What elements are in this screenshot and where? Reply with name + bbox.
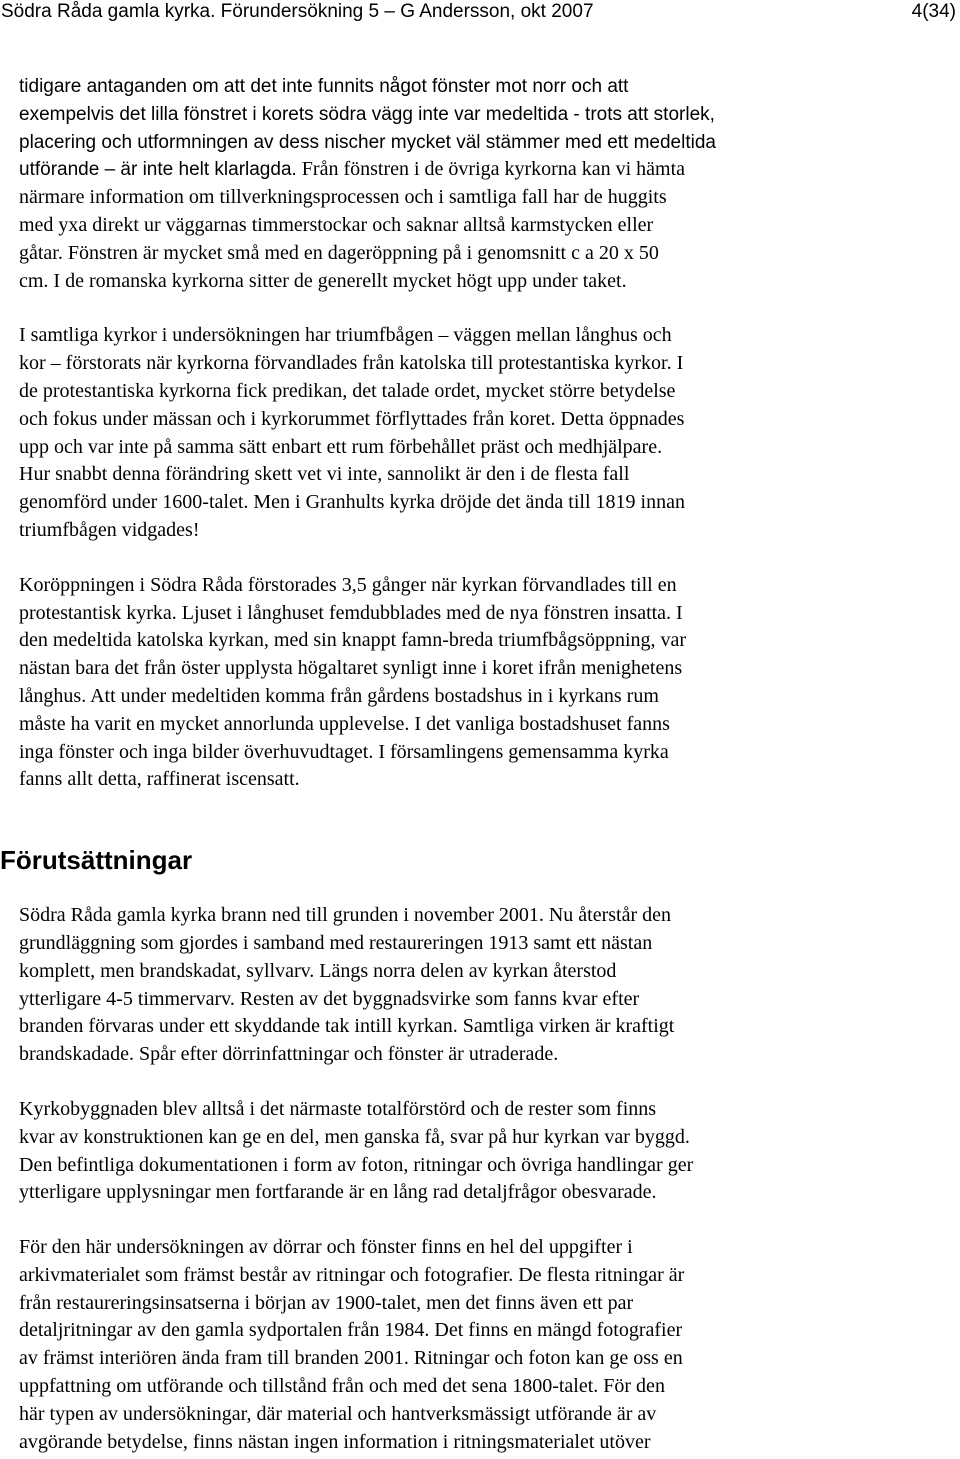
document-body [0, 73, 939, 1456]
text-line: fanns allt detta, raffinerat iscensatt. [19, 768, 300, 791]
text-line: gåtar. Fönstren är mycket små med en dageröppning på i genomsnitt c a 20 x 50 [19, 241, 659, 264]
text-line: den medeltida katolska kyrkan, med sin knappt famn-breda triumfbågsöppning, var [19, 629, 687, 652]
text-line: protestantisk kyrka. Ljuset i långhuset femdubblades med de nya fönstren insatta. I [19, 601, 683, 624]
text-line: och fokus under mässan och i kyrkorummet förflyttades från koret. Detta öppnades [19, 407, 685, 430]
section-heading: Förutsättningar [0, 845, 193, 876]
text-line: placering och utformningen av dess nischer mycket väl stämmer med ett medeltida [19, 131, 716, 153]
text-line: kor – förstorats när kyrkorna förvandlades från katolska till protestantiska kyrkor. I [19, 352, 684, 375]
text-line: I samtliga kyrkor i undersökningen har triumfbågen – väggen mellan långhus och [19, 324, 672, 347]
text-line: Södra Råda gamla kyrka brann ned till grunden i november 2001. Nu återstår den [19, 904, 672, 927]
text-line: detaljritningar av den gamla sydportalen från 1984. Det finns en mängd fotografier [19, 1319, 683, 1342]
text-line: Den befintliga dokumentationen i form av foton, ritningar och övriga handlingar ger [19, 1153, 694, 1176]
document-title: Södra Råda gamla kyrka. Förundersökning 5 – G Andersson, okt 2007 [1, 1, 594, 22]
text-line: ytterligare upplysningar men fortfarande är en lång rad detaljfrågor obesvarade. [19, 1181, 657, 1204]
text-line: långhus. Att under medeltiden komma från gårdens bostadshus in i kyrkans rum [19, 684, 659, 707]
section-paragraph-2 [19, 1096, 939, 1207]
text-fragment: Från fönstren i de övriga kyrkorna kan vi hämta [296, 158, 686, 181]
text-line: uppfattning om utförande och tillstånd från och med det sena 1800-talet. För den [19, 1375, 665, 1398]
paragraph-2 [19, 322, 939, 544]
text-line: För den här undersökningen av dörrar och fönster finns en hel del uppgifter i [19, 1236, 633, 1259]
text-line: exempelvis det lilla fönstret i korets södra vägg inte var medeltida - trots att storlek, [19, 103, 715, 125]
text-line-mixed [19, 156, 939, 184]
text-line: brandskadade. Spår efter dörrinfattningar och fönster är utraderade. [19, 1043, 559, 1066]
text-line: tidigare antaganden om att det inte funnits något fönster mot norr och att [19, 76, 629, 97]
section-paragraph-1 [19, 902, 939, 1069]
paragraph-1 [19, 73, 939, 295]
text-line: från restaureringsinsatserna i början av 1900-talet, men det finns även ett par [19, 1291, 634, 1314]
text-line: måste ha varit en mycket annorlunda upplevelse. I det vanliga bostadshuset fanns [19, 712, 670, 735]
text-line: kvar av konstruktionen kan ge en del, men ganska få, svar på hur kyrkan var byggd. [19, 1125, 690, 1148]
page-number: 4(34) [911, 1, 956, 22]
text-line: grundläggning som gjordes i samband med restaureringen 1913 samt ett nästan [19, 931, 653, 954]
text-line: Koröppningen i Södra Råda förstorades 3,5 gånger när kyrkan förvandlades till en [19, 573, 677, 596]
text-line: Kyrkobyggnaden blev alltså i det närmaste totalförstörd och de rester som finns [19, 1097, 657, 1120]
text-line: genomförd under 1600-talet. Men i Granhults kyrka dröjde det ända till 1819 innan [19, 491, 685, 514]
text-line: med yxa direkt ur väggarnas timmerstockar och saknar alltså karmstycken eller [19, 213, 654, 236]
text-line: här typen av undersökningar, där material och hantverksmässigt utförande är av [19, 1402, 657, 1425]
text-line: Hur snabbt denna förändring skett vet vi inte, sannolikt är den i de flesta fall [19, 463, 630, 486]
paragraph-3 [19, 572, 939, 794]
section-paragraph-3 [19, 1234, 939, 1456]
text-line: nästan bara det från öster upplysta högaltaret synligt inne i koret ifrån menighetens [19, 657, 683, 680]
text-line: inga fönster och inga bilder överhuvudtaget. I församlingens gemensamma kyrka [19, 740, 669, 763]
text-line: branden förvaras under ett skyddande tak intill kyrkan. Samtliga virken är kraftigt [19, 1015, 675, 1038]
page-header [0, 0, 960, 28]
text-line: arkivmaterialet som främst består av ritningar och fotografier. De flesta ritningar är [19, 1263, 685, 1286]
text-line: triumfbågen vidgades! [19, 518, 200, 541]
text-line: ytterligare 4-5 timmervarv. Resten av det byggnadsvirke som fanns kvar efter [19, 987, 640, 1010]
text-line: avgörande betydelse, finns nästan ingen information i ritningsmaterialet utöver [19, 1430, 651, 1453]
text-line: av främst interiören ända fram till branden 2001. Ritningar och foton kan ge oss en [19, 1347, 683, 1370]
text-line: komplett, men brandskadat, syllvarv. Längs norra delen av kyrkan återstod [19, 959, 617, 982]
text-line: de protestantiska kyrkorna fick predikan, det talade ordet, mycket större betydelse [19, 379, 676, 402]
text-line: närmare information om tillverkningsprocessen och i samtliga fall har de huggits [19, 186, 667, 209]
text-fragment: utförande – är inte helt klarlagda. [19, 159, 297, 181]
text-line: upp och var inte på samma sätt enbart ett rum förbehållet präst och medhjälpare. [19, 435, 663, 458]
text-line: cm. I de romanska kyrkorna sitter de generellt mycket högt upp under taket. [19, 269, 627, 292]
